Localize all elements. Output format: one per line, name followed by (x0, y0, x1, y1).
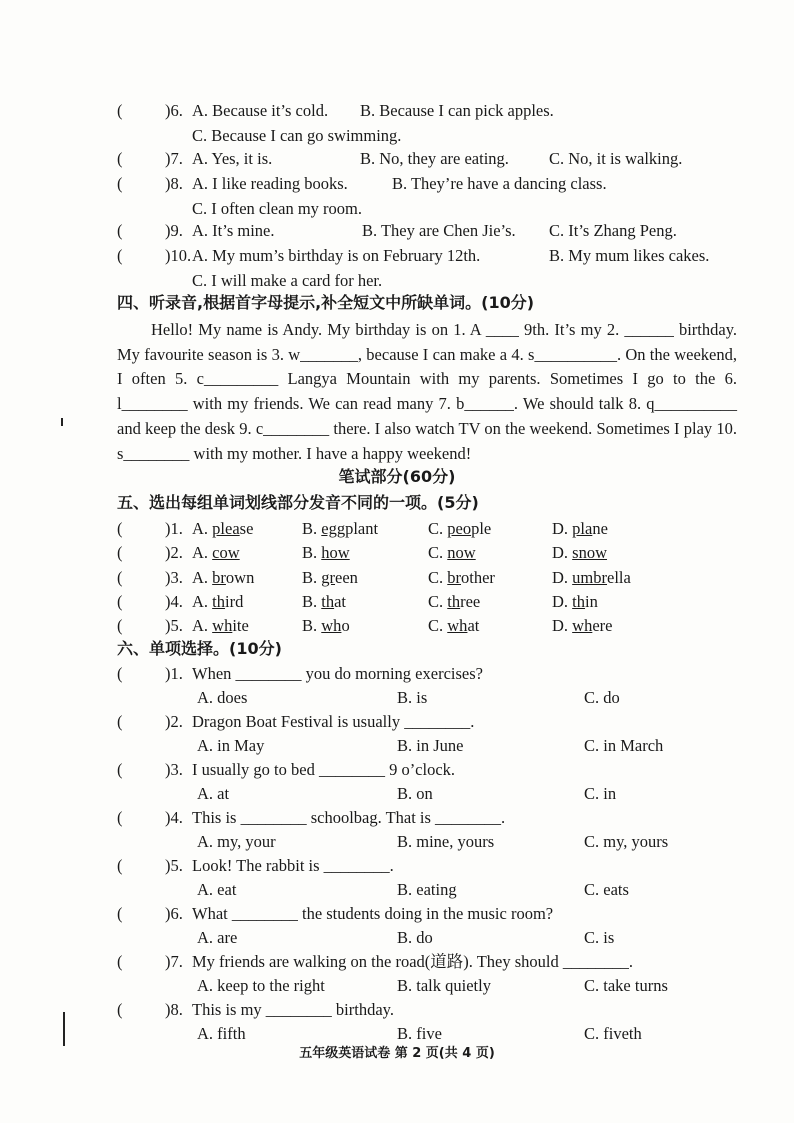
answer-option: C. in (584, 784, 617, 803)
question-stem: Dragon Boat Festival is usually ________. (192, 712, 475, 731)
answer-option: A. eat (197, 880, 237, 899)
answer-paren: ( (117, 149, 123, 168)
page-footer: 五年级英语试卷 第 2 页(共 4 页) (299, 1046, 495, 1061)
answer-paren: ( (117, 246, 123, 265)
underlined-part: wh (212, 616, 233, 636)
answer-option: B. five (397, 1024, 442, 1043)
answer-option: C. do (584, 688, 620, 707)
question-number: )5. (165, 616, 183, 636)
answer-option: A. I like reading books. (192, 174, 348, 193)
answer-option: A. are (197, 928, 238, 947)
option-letter: C. (428, 567, 448, 587)
word-option (302, 567, 358, 589)
answer-option: C. take turns (584, 976, 668, 995)
word-rest: other (461, 567, 495, 587)
word-rest: ne (592, 519, 608, 538)
underlined-part: th (321, 591, 335, 611)
underlined-part: peo (447, 519, 472, 538)
question-number: )8. (165, 174, 183, 193)
answer-paren: ( (117, 567, 123, 587)
word-option (428, 591, 480, 613)
question-number: )5. (165, 856, 183, 875)
option-letter: C. (428, 591, 448, 611)
underlined-part: eg (321, 519, 337, 538)
answer-paren: ( (117, 616, 123, 636)
question-number: )8. (165, 1000, 183, 1019)
question-number: )4. (165, 591, 183, 611)
answer-option: C. is (584, 928, 615, 947)
word-option (302, 591, 346, 613)
option-letter: A. (192, 543, 213, 563)
section-6-title: 六、单项选择。(10分) (117, 639, 282, 658)
answer-paren: ( (117, 904, 123, 923)
question-number: )1. (165, 664, 183, 683)
answer-option: B. They’re have a dancing class. (392, 174, 607, 193)
section-4-passage: Hello! My name is Andy. My birthday is on 1. A ____ 9th. It’s my 2. ______ birthday. My favourite season is 3. w_______, because I can make a 4. s__________. On the weekend, I often 5. c_________ Langya Mountain with my parents. Sometimes I go to the 6. l________ with my friends. We can read many 7. b______. We should talk 8. q__________ and keep the desk 9. c________ there. I also watch TV on the weekend. Sometimes I play 10. s________ with my mother. I have a happy weekend! (117, 320, 737, 463)
option-letter: D. (552, 543, 573, 563)
option-letter: D. (552, 567, 573, 587)
question-stem: What ________ the students doing in the music room? (192, 904, 554, 923)
word-rest: o (341, 616, 350, 636)
word-option (192, 615, 249, 637)
word-option (192, 542, 240, 564)
question-number: )2. (165, 712, 183, 731)
question-number: )2. (165, 543, 183, 563)
question-number: )3. (165, 567, 183, 587)
question-number: )1. (165, 519, 183, 538)
word-rest: ite (232, 616, 249, 636)
answer-option: B. in June (397, 736, 464, 755)
word-option (192, 591, 243, 613)
word-rest: gplant (336, 519, 379, 538)
answer-option: C. I often clean my room. (192, 199, 362, 218)
answer-option: B. No, they are eating. (360, 149, 509, 168)
section-5-title: 五、选出每组单词划线部分发音不同的一项。(5分) (117, 493, 479, 512)
word-option (552, 615, 613, 637)
question-number: )6. (165, 101, 183, 120)
section-4-title: 四、听录音,根据首字母提示,补全短文中所缺单词。(10分) (117, 293, 535, 312)
answer-paren: ( (117, 543, 123, 563)
question-number: )7. (165, 149, 183, 168)
underlined-part: plea (212, 519, 240, 538)
word-rest: ella (607, 567, 631, 587)
underlined-part: wh (447, 616, 468, 636)
answer-option: B. on (397, 784, 433, 803)
underlined-part: cow (212, 543, 240, 563)
answer-paren: ( (117, 221, 123, 240)
word-option (552, 567, 631, 589)
answer-paren: ( (117, 808, 123, 827)
word-option (428, 615, 479, 637)
written-part-title: 笔试部分(60分) (338, 467, 456, 486)
margin-mark (61, 418, 63, 426)
word-option (428, 518, 491, 540)
option-letter: D. (552, 591, 573, 611)
word-option (552, 591, 598, 613)
question-number: )7. (165, 952, 183, 971)
answer-paren: ( (117, 101, 123, 120)
word-rest: een (335, 567, 358, 587)
option-letter: B. (302, 616, 322, 636)
answer-option: A. Because it’s cold. (192, 101, 329, 120)
answer-option: C. It’s Zhang Peng. (549, 221, 677, 240)
question-stem: When ________ you do morning exercises? (192, 664, 483, 683)
answer-option: A. my, your (197, 832, 276, 851)
answer-option: B. do (397, 928, 433, 947)
underlined-part: snow (572, 543, 608, 563)
answer-option: B. talk quietly (397, 976, 491, 995)
answer-option: B. Because I can pick apples. (360, 101, 554, 120)
word-option (302, 615, 350, 637)
answer-option: C. eats (584, 880, 629, 899)
option-letter: B. (302, 591, 322, 611)
option-letter: A. (192, 616, 213, 636)
word-option (552, 518, 608, 540)
question-stem: My friends are walking on the road(道路). They should ________. (192, 952, 633, 971)
word-rest: ree (460, 591, 481, 611)
option-letter: C. (428, 616, 448, 636)
answer-paren: ( (117, 712, 123, 731)
answer-option: B. They are Chen Jie’s. (362, 221, 516, 240)
answer-option: C. No, it is walking. (549, 149, 683, 168)
answer-option: B. is (397, 688, 428, 707)
option-letter: B. (302, 567, 322, 587)
answer-option: A. My mum’s birthday is on February 12th. (192, 246, 481, 265)
question-number: )10. (165, 246, 192, 265)
word-rest: ird (225, 591, 244, 611)
answer-option: A. keep to the right (197, 976, 325, 995)
answer-paren: ( (117, 591, 123, 611)
option-letter: B. (302, 519, 322, 538)
question-stem: This is ________ schoolbag. That is ________. (192, 808, 506, 827)
word-option (192, 518, 253, 540)
option-letter: D. (552, 519, 573, 538)
answer-option: A. Yes, it is. (192, 149, 273, 168)
answer-option: A. at (197, 784, 230, 803)
answer-paren: ( (117, 174, 123, 193)
answer-option: A. fifth (197, 1024, 246, 1043)
question-stem: Look! The rabbit is ________. (192, 856, 394, 875)
word-rest: ere (592, 616, 613, 636)
underlined-part: th (447, 591, 461, 611)
answer-option: C. Because I can go swimming. (192, 126, 402, 145)
answer-option: B. My mum likes cakes. (549, 246, 710, 265)
word-rest: own (225, 567, 255, 587)
answer-paren: ( (117, 519, 123, 538)
answer-paren: ( (117, 1000, 123, 1019)
option-letter: D. (552, 616, 573, 636)
word-option (552, 542, 607, 564)
word-rest: at (334, 591, 347, 611)
answer-option: A. does (197, 688, 248, 707)
underlined-part: th (212, 591, 226, 611)
answer-option: C. fiveth (584, 1024, 642, 1043)
option-letter: C. (428, 519, 448, 538)
word-rest: se (239, 519, 254, 538)
answer-paren: ( (117, 856, 123, 875)
question-number: )9. (165, 221, 183, 240)
underlined-part: gr (321, 567, 336, 587)
answer-option: C. my, yours (584, 832, 669, 851)
option-letter: B. (302, 543, 322, 563)
question-number: )4. (165, 808, 183, 827)
word-option (428, 567, 495, 589)
underlined-part: umbr (572, 567, 608, 587)
underlined-part: how (321, 543, 350, 563)
word-option (302, 518, 378, 540)
option-letter: A. (192, 567, 213, 587)
underlined-part: br (212, 567, 226, 587)
answer-paren: ( (117, 664, 123, 683)
answer-option: B. eating (397, 880, 457, 899)
word-rest: in (585, 591, 598, 611)
underlined-part: pla (572, 519, 593, 538)
option-letter: A. (192, 591, 213, 611)
margin-mark (63, 1012, 65, 1046)
word-option (302, 542, 350, 564)
underlined-part: now (447, 543, 476, 563)
word-rest: ple (471, 519, 492, 538)
question-stem: I usually go to bed ________ 9 o’clock. (192, 760, 456, 779)
answer-option: A. It’s mine. (192, 221, 275, 240)
answer-paren: ( (117, 760, 123, 779)
answer-option: C. I will make a card for her. (192, 271, 383, 290)
answer-option: B. mine, yours (397, 832, 495, 851)
underlined-part: wh (321, 616, 342, 636)
option-letter: A. (192, 519, 213, 538)
underlined-part: wh (572, 616, 593, 636)
question-number: )6. (165, 904, 183, 923)
underlined-part: th (572, 591, 586, 611)
word-rest: at (467, 616, 480, 636)
underlined-part: br (447, 567, 462, 587)
word-option (428, 542, 476, 564)
word-option (192, 567, 254, 589)
answer-option: C. in March (584, 736, 664, 755)
question-stem: This is my ________ birthday. (192, 1000, 394, 1019)
option-letter: C. (428, 543, 448, 563)
answer-paren: ( (117, 952, 123, 971)
question-number: )3. (165, 760, 183, 779)
answer-option: A. in May (197, 736, 265, 755)
